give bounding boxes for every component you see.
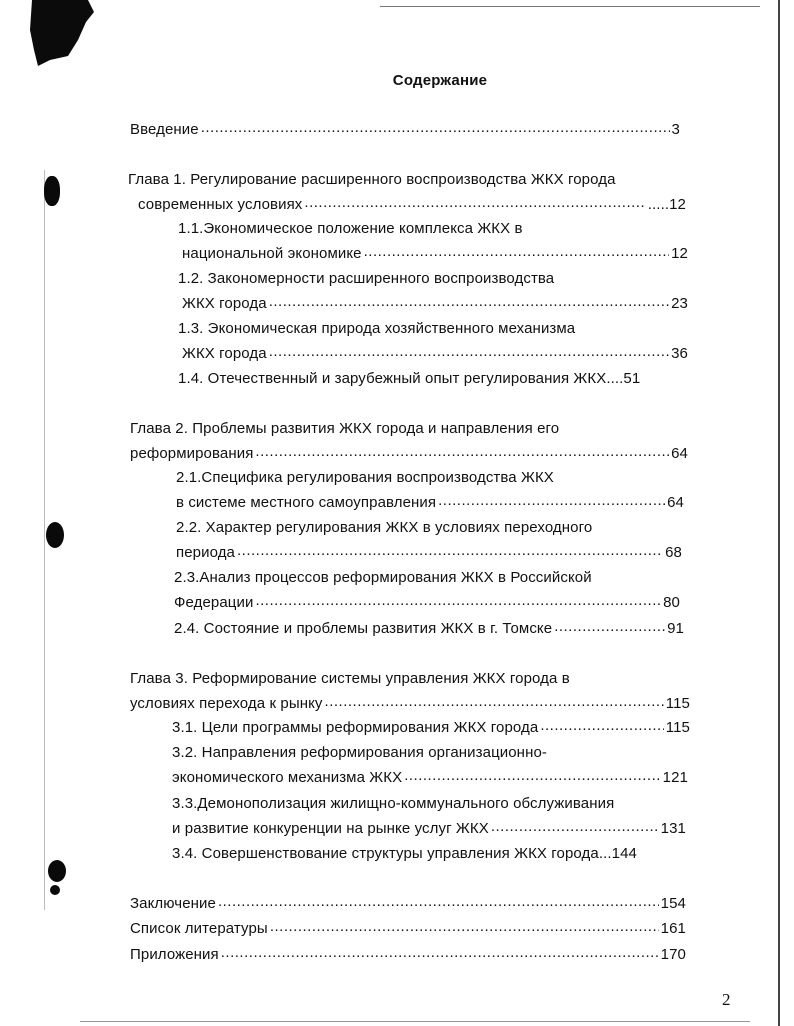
toc-entry-text: ЖКХ города bbox=[182, 295, 267, 312]
toc-entry-page: 68 bbox=[665, 544, 682, 561]
toc-entry bbox=[130, 920, 686, 938]
toc-subsection-heading bbox=[172, 795, 614, 813]
toc-leader-dots bbox=[325, 696, 664, 708]
toc-subsection-heading bbox=[178, 320, 575, 338]
toc-leader-dots bbox=[540, 720, 663, 732]
toc-entry-text: Список литературы bbox=[130, 920, 268, 937]
toc-leader-dots bbox=[237, 545, 663, 557]
toc-entry-text: 1.4. Отечественный и зарубежный опыт регулирования ЖКХ....51 bbox=[178, 370, 641, 387]
toc-subsection-heading bbox=[178, 270, 554, 288]
toc-entry bbox=[182, 295, 688, 313]
toc-entry-text: и развитие конкуренции на рынке услуг ЖКХ bbox=[172, 820, 489, 837]
toc-entry-text: национальной экономике bbox=[182, 245, 362, 262]
toc-entry-page: 3 bbox=[671, 121, 680, 138]
toc-leader-dots bbox=[491, 821, 659, 833]
toc-entry bbox=[182, 245, 688, 263]
toc-entry-page: 64 bbox=[667, 494, 684, 511]
toc-entry-page: 36 bbox=[671, 345, 688, 362]
toc-entry bbox=[130, 121, 680, 139]
toc-entry bbox=[176, 544, 682, 562]
toc-entry-text: периода bbox=[176, 544, 235, 561]
toc-entry bbox=[172, 769, 688, 787]
toc-entry-text: 3.1. Цели программы реформирования ЖКХ города bbox=[172, 719, 539, 736]
toc-entry-page: 154 bbox=[660, 895, 686, 912]
toc-entry bbox=[174, 594, 680, 612]
toc-subsection-heading bbox=[176, 469, 554, 487]
toc-entry-text: 1.1.Экономическое положение комплекса ЖКХ в bbox=[178, 220, 523, 237]
toc-entry-text: реформирования bbox=[130, 445, 254, 462]
toc-title: Содержание bbox=[392, 72, 488, 89]
toc-leader-dots bbox=[554, 621, 665, 633]
toc-entry bbox=[138, 196, 686, 214]
toc-leader-dots bbox=[270, 921, 659, 933]
toc-entry-text: Приложения bbox=[130, 946, 219, 963]
toc-entry-text: современных условиях bbox=[138, 196, 303, 213]
toc-entry-text: 3.2. Направления реформирования организационно- bbox=[172, 744, 547, 761]
toc-entry-text: Глава 3. Реформирование системы управления ЖКХ города в bbox=[130, 670, 570, 687]
toc-entry bbox=[130, 946, 686, 964]
toc-entry-text: экономического механизма ЖКХ bbox=[172, 769, 403, 786]
toc-entry bbox=[178, 370, 640, 388]
toc-subsection-heading bbox=[176, 519, 592, 537]
toc-entry-text: 1.2. Закономерности расширенного воспроизводства bbox=[178, 270, 555, 287]
toc-entry-text: ЖКХ города bbox=[182, 345, 267, 362]
toc-leader-dots bbox=[218, 896, 659, 908]
toc-leader-dots bbox=[221, 947, 659, 959]
toc-entry-text: в системе местного самоуправления bbox=[176, 494, 437, 511]
toc-chapter-heading bbox=[128, 171, 616, 189]
toc-subsection-heading bbox=[174, 569, 592, 587]
toc-entry-text: Глава 1. Регулирование расширенного воспроизводства ЖКХ города bbox=[128, 171, 616, 188]
toc-entry bbox=[182, 345, 688, 363]
toc-entry-page: 161 bbox=[660, 920, 686, 937]
toc-leader-dots bbox=[255, 446, 669, 458]
toc-leader-dots bbox=[304, 197, 645, 209]
toc-entry-page: 23 bbox=[671, 295, 688, 312]
toc-entry-text: Федерации bbox=[174, 594, 254, 611]
toc-entry-page: 12 bbox=[671, 245, 688, 262]
toc-entry bbox=[172, 719, 690, 737]
toc-entry-page: 170 bbox=[660, 946, 686, 963]
toc-entry-page: 80 bbox=[663, 594, 680, 611]
toc-entry-page: 121 bbox=[662, 769, 688, 786]
toc-entry bbox=[130, 695, 690, 713]
toc-entry-text: Заключение bbox=[130, 895, 216, 912]
toc-subsection-heading bbox=[178, 220, 523, 238]
toc-entry-text: Введение bbox=[130, 121, 199, 138]
toc-entry-text: 1.3. Экономическая природа хозяйственного механизма bbox=[178, 320, 576, 337]
toc-entry bbox=[174, 620, 684, 638]
toc-entry-text: 2.2. Характер регулирования ЖКХ в условиях переходного bbox=[176, 519, 593, 536]
toc-entry-text: 2.1.Специфика регулирования воспроизводства ЖКХ bbox=[176, 469, 554, 486]
toc-entry-page: 131 bbox=[660, 820, 686, 837]
toc-entry-page: 115 bbox=[665, 719, 690, 736]
toc-leader-dots bbox=[201, 122, 670, 134]
toc-entry-text: 2.3.Анализ процессов реформирования ЖКХ в Российской bbox=[174, 569, 592, 586]
toc-leader-dots bbox=[404, 770, 660, 782]
toc-leader-dots bbox=[255, 595, 661, 607]
toc-leader-dots bbox=[269, 296, 669, 308]
toc-leader-dots bbox=[438, 495, 665, 507]
toc-entry-page: .....12 bbox=[647, 196, 686, 213]
toc-entry-text: 2.4. Состояние и проблемы развития ЖКХ в г. Томске bbox=[174, 620, 553, 637]
toc-entry bbox=[172, 820, 686, 838]
toc-entry-text: 3.4. Совершенствование структуры управления ЖКХ города...144 bbox=[172, 845, 637, 862]
toc-subsection-heading bbox=[172, 744, 547, 762]
toc-leader-dots bbox=[364, 246, 669, 258]
toc-chapter-heading bbox=[130, 420, 559, 438]
toc-entry-text: Глава 2. Проблемы развития ЖКХ города и направления его bbox=[130, 420, 560, 437]
page-number: 2 bbox=[722, 990, 731, 1009]
toc-entry-text: условиях перехода к рынку bbox=[130, 695, 323, 712]
toc-leader-dots bbox=[269, 346, 669, 358]
toc-chapter-heading bbox=[130, 670, 570, 688]
toc-entry bbox=[176, 494, 684, 512]
toc-entry-page: 115 bbox=[665, 695, 690, 712]
toc-entry bbox=[130, 895, 686, 913]
toc-entry bbox=[130, 445, 688, 463]
toc-entry-page: 91 bbox=[667, 620, 684, 637]
toc-entry-text: 3.3.Демонополизация жилищно-коммунального обслуживания bbox=[172, 795, 615, 812]
toc-entry bbox=[172, 845, 637, 863]
toc-entry-page: 64 bbox=[671, 445, 688, 462]
